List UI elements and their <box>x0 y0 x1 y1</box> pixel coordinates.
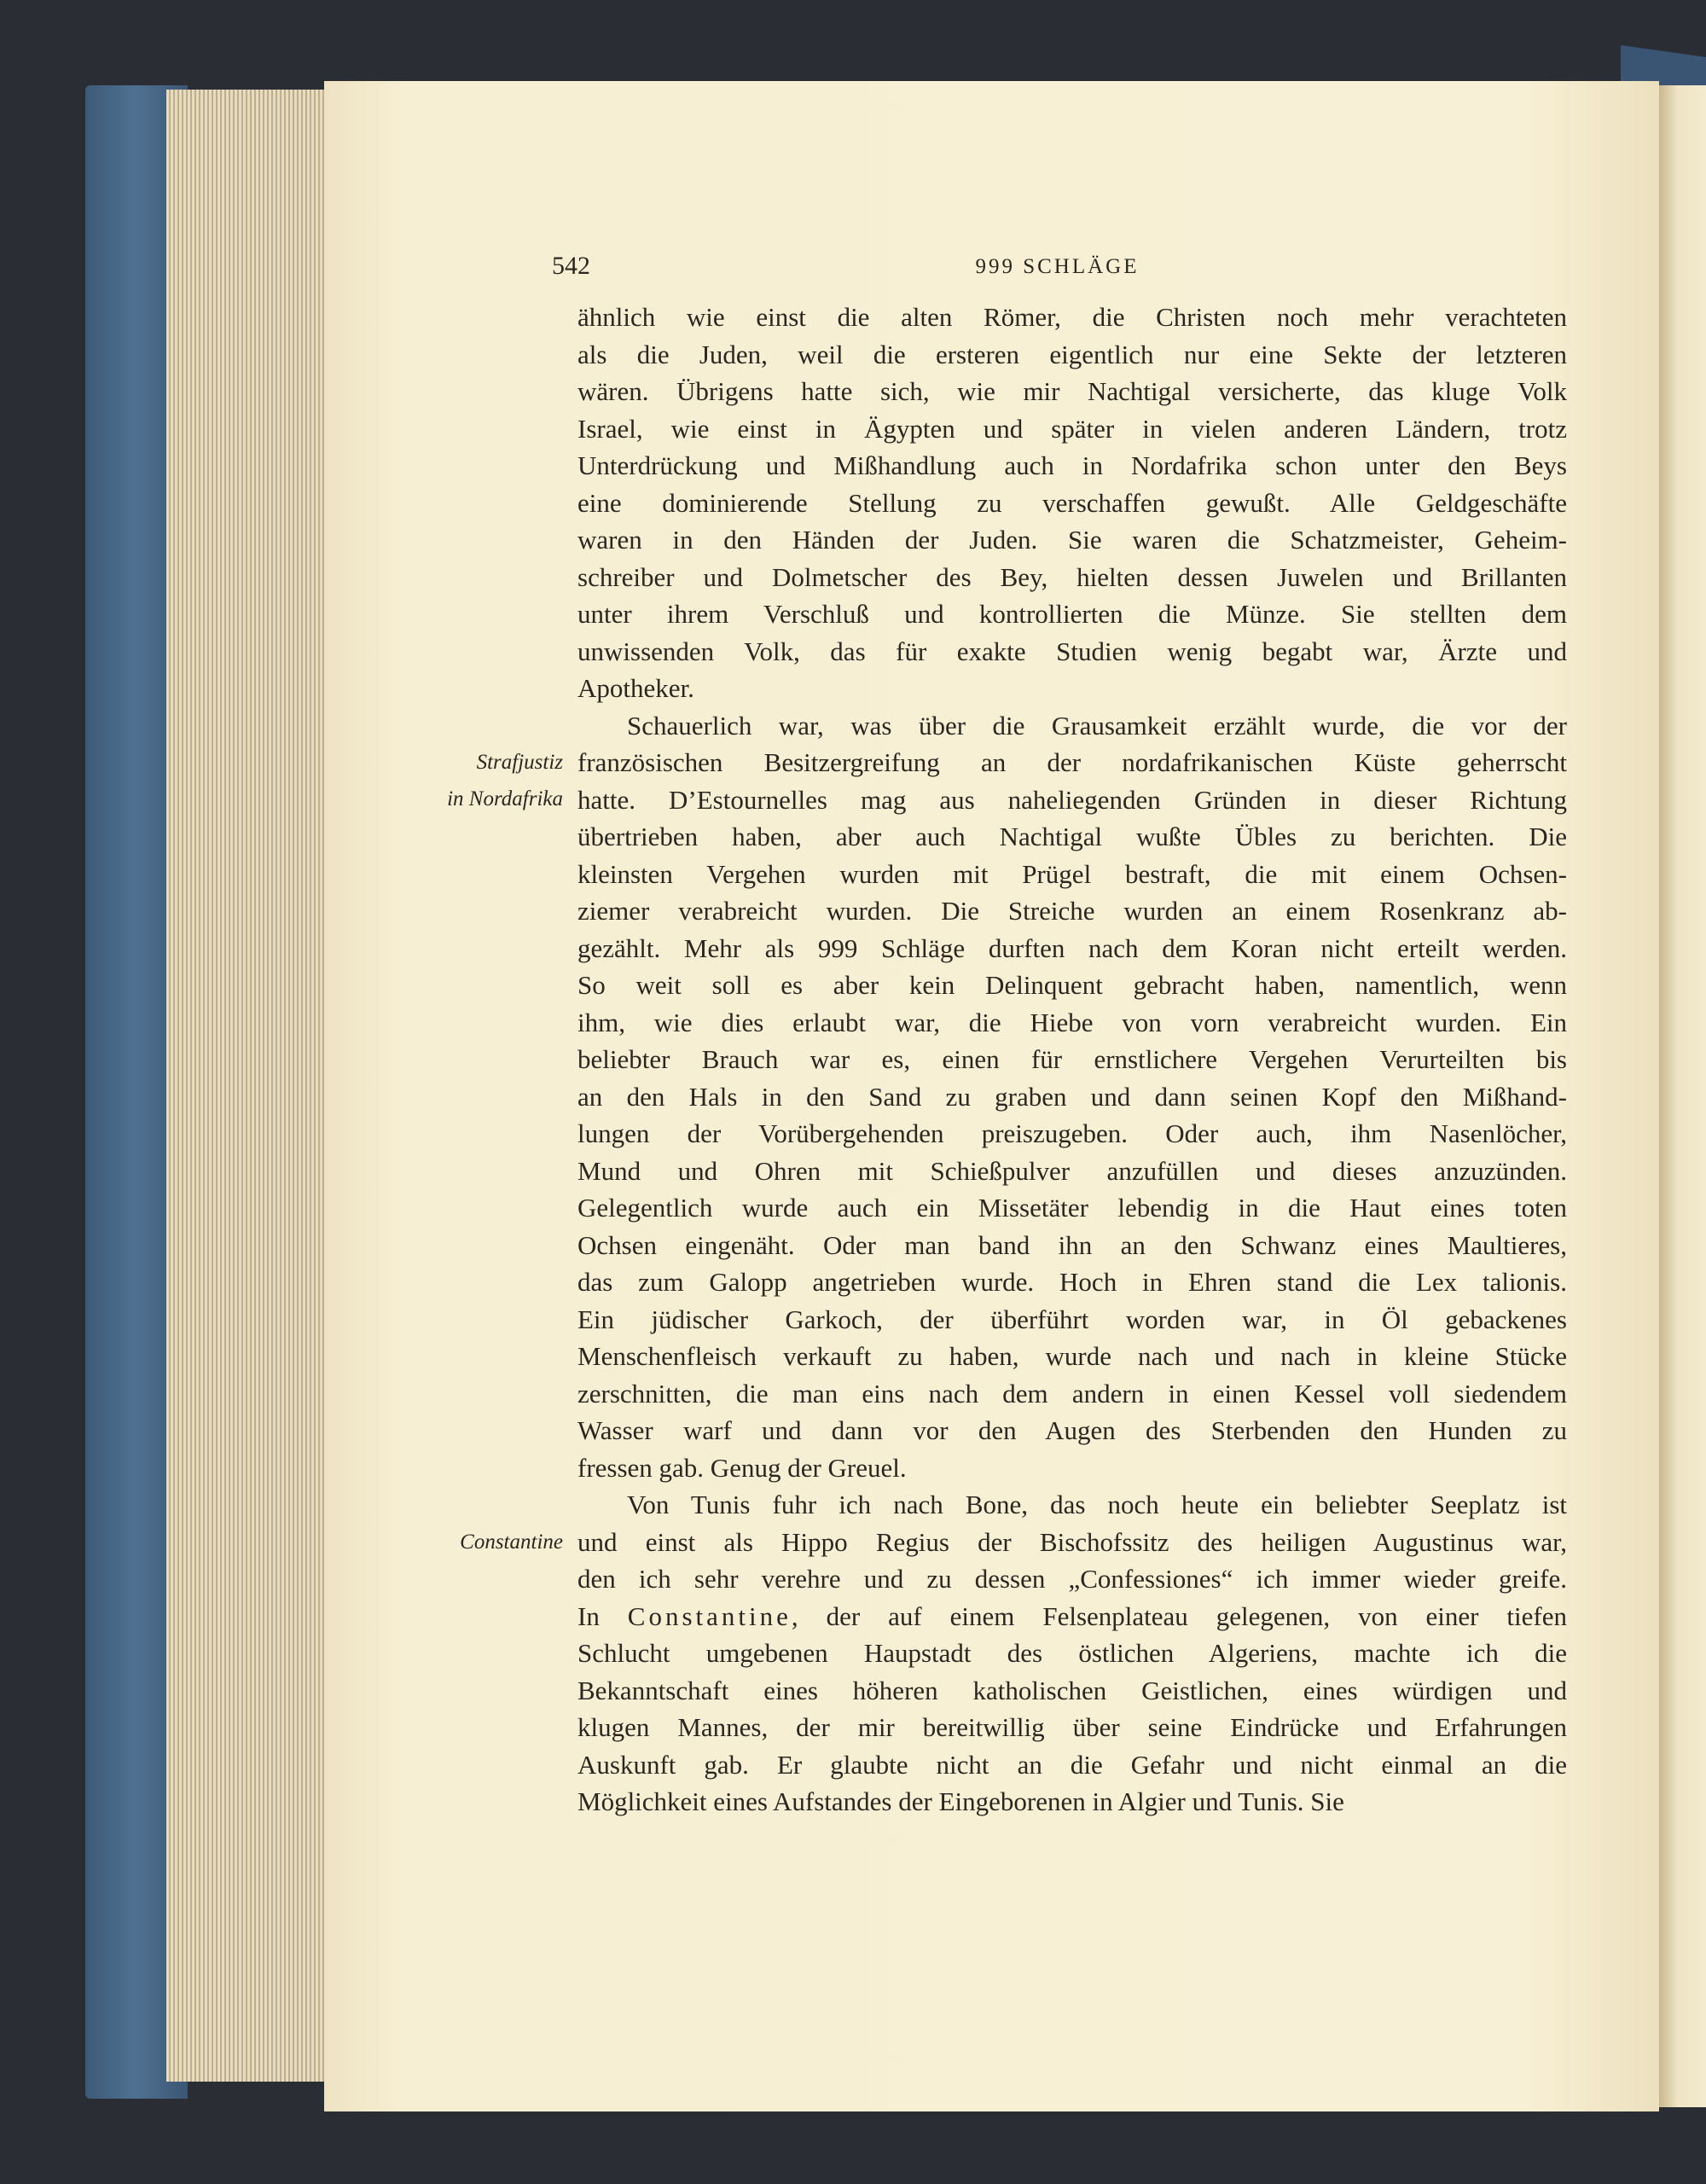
text-line-content: Mund und Ohren mit Schießpulver anzufüllen und dieses anzuzünden. <box>577 1155 1567 1186</box>
margin-note: Constantine <box>460 1531 563 1554</box>
text-line <box>577 1153 1567 1190</box>
text-line-content: französischen Besitzergreifung an der nordafrikanischen Küste geherrscht <box>577 747 1567 777</box>
text-line-content: ihm, wie dies erlaubt war, die Hiebe von vorn verabreicht wurden. Ein <box>577 1007 1567 1037</box>
text-line <box>577 336 1567 374</box>
text-line <box>577 967 1567 1004</box>
text-line <box>577 521 1567 559</box>
facing-page-edge <box>1659 85 1706 2107</box>
text-line <box>577 1746 1567 1784</box>
text-line-content: Gelegentlich wurde auch ein Missetäter lebendig in die Haut eines toten <box>577 1193 1567 1223</box>
text-line-content: unwissenden Volk, das für exakte Studien wenig begabt war, Ärzte und <box>577 636 1567 666</box>
text-line-content: schreiber und Dolmetscher des Bey, hielten dessen Juwelen und Brillanten <box>577 561 1567 592</box>
text-line-content: an den Hals in den Sand zu graben und dann seinen Kopf den Mißhand- <box>577 1081 1567 1112</box>
text-line-content: zerschnitten, die man eins nach dem andern in einen Kessel voll siedendem <box>577 1378 1567 1409</box>
text-line <box>577 744 1567 781</box>
text-line-content: fressen gab. Genug der Greuel. <box>577 1452 907 1483</box>
text-line <box>577 1524 1567 1561</box>
text-line <box>577 670 1567 707</box>
text-line <box>577 447 1567 485</box>
text-line <box>577 818 1567 856</box>
text-line <box>577 1635 1567 1672</box>
text-line <box>577 1078 1567 1116</box>
text-line-content: ziemer verabreicht wurden. Die Streiche wurden an einem Rosenkranz ab- <box>577 896 1567 926</box>
text-line <box>577 1375 1567 1413</box>
text-line-content: eine dominierende Stellung zu verschaffen gewußt. Alle Geldgeschäfte <box>577 487 1567 518</box>
margin-note: in Nordafrika <box>447 787 563 810</box>
page-number: 542 <box>552 252 590 280</box>
text-line-content: das zum Galopp angetrieben wurde. Hoch in Ehren stand die Lex talionis. <box>577 1267 1567 1297</box>
body-text <box>577 299 1567 1821</box>
text-line-content: Ochsen eingenäht. Oder man band ihn an den Schwanz eines Maultieres, <box>577 1229 1567 1260</box>
text-line-content: Von Tunis fuhr ich nach Bone, das noch heute ein beliebter Seeplatz ist <box>627 1490 1567 1519</box>
text-line-content: Schauerlich war, was über die Grausamkeit erzählt wurde, die vor der <box>627 710 1567 741</box>
text-line-content: Israel, wie einst in Ägypten und später in vielen anderen Ländern, trotz <box>577 413 1567 444</box>
text-line <box>577 1004 1567 1042</box>
text-line <box>577 1486 1567 1524</box>
text-line <box>577 930 1567 967</box>
text-line-content <box>577 1601 1567 1631</box>
text-line-content: hatte. D’Estournelles mag aus naheliegenden Gründen in dieser Richtung <box>577 784 1567 815</box>
text-line-content: Schlucht umgebenen Haupstadt des östlichen Algeriens, machte ich die <box>577 1638 1567 1668</box>
text-line-content: So weit soll es aber kein Delinquent gebracht haben, namentlich, wenn <box>577 970 1567 1000</box>
letterspaced-name: Constantine <box>627 1600 792 1631</box>
text-line <box>577 1338 1567 1375</box>
text-line-content: den ich sehr verehre und zu dessen „Confessiones“ ich immer wieder greife. <box>577 1564 1567 1594</box>
text-line <box>577 1412 1567 1449</box>
text-line-content: klugen Mannes, der mir bereitwillig über seine Eindrücke und Erfahrungen <box>577 1712 1567 1742</box>
text-line <box>577 1041 1567 1078</box>
text-line-content: Ein jüdischer Garkoch, der überführt worden war, in Öl gebackenes <box>577 1304 1567 1334</box>
text-line-content: und einst als Hippo Regius der Bischofssitz des heiligen Augustinus war, <box>577 1526 1567 1557</box>
text-line <box>577 781 1567 819</box>
text-line <box>577 1672 1567 1710</box>
text-line-content: wären. Übrigens hatte sich, wie mir Nachtigal versicherte, das kluge Volk <box>577 376 1567 406</box>
text-line <box>577 559 1567 596</box>
text-line-content: lungen der Vorübergehenden preiszugeben. Oder auch, ihm Nasenlöcher, <box>577 1118 1567 1148</box>
text-line-content: Möglichkeit eines Aufstandes der Eingeborenen in Algier und Tunis. Sie <box>577 1786 1344 1816</box>
text-line-content: waren in den Händen der Juden. Sie waren die Schatzmeister, Geheim- <box>577 525 1567 555</box>
text-line <box>577 485 1567 522</box>
text-line-content: Apotheker. <box>577 673 694 703</box>
text-fragment: , der auf einem Felsenplateau gelegenen, von einer tiefen <box>791 1600 1567 1631</box>
running-title: 999 SCHLÄGE <box>975 255 1140 278</box>
text-line <box>577 595 1567 633</box>
text-line-content: Bekanntschaft eines höheren katholischen Geistlichen, eines würdigen und <box>577 1675 1567 1705</box>
text-line-content: gezählt. Mehr als 999 Schläge durften nach dem Koran nicht erteilt werden. <box>577 932 1567 963</box>
text-line <box>577 1560 1567 1598</box>
text-line <box>577 299 1567 336</box>
text-line <box>577 373 1567 410</box>
text-line-content: übertrieben haben, aber auch Nachtigal wußte Übles zu berichten. Die <box>577 822 1567 851</box>
text-line <box>577 1709 1567 1746</box>
text-line <box>577 410 1567 448</box>
text-line-content: als die Juden, weil die ersteren eigentlich nur eine Sekte der letzteren <box>577 339 1567 369</box>
page-edges <box>166 90 337 2082</box>
text-line <box>577 1115 1567 1153</box>
text-line <box>577 1783 1567 1821</box>
text-line <box>577 1449 1567 1487</box>
text-line <box>577 892 1567 930</box>
text-line <box>577 856 1567 893</box>
text-line <box>577 707 1567 745</box>
text-line-content: kleinsten Vergehen wurden mit Prügel bestraft, die mit einem Ochsen- <box>577 858 1567 889</box>
text-line-content: beliebter Brauch war es, einen für ernstlichere Vergehen Verurteilten bis <box>577 1044 1567 1074</box>
text-line-content: ähnlich wie einst die alten Römer, die Christen noch mehr verachteten <box>577 302 1567 332</box>
text-line-content: Menschenfleisch verkauft zu haben, wurde nach und nach in kleine Stücke <box>577 1341 1567 1371</box>
page-header <box>552 252 1563 286</box>
text-line-content: Wasser warf und dann vor den Augen des Sterbenden den Hunden zu <box>577 1415 1567 1445</box>
text-line <box>577 633 1567 671</box>
text-line-content: Unterdrückung und Mißhandlung auch in Nordafrika schon unter den Beys <box>577 450 1567 480</box>
text-line <box>577 1189 1567 1227</box>
margin-note: Strafjustiz <box>476 751 563 774</box>
text-line <box>577 1263 1567 1301</box>
text-line-content: Auskunft gab. Er glaubte nicht an die Gefahr und nicht einmal an die <box>577 1749 1567 1780</box>
text-line <box>577 1227 1567 1264</box>
text-line <box>577 1301 1567 1339</box>
text-fragment: In <box>577 1600 628 1631</box>
text-line <box>577 1598 1567 1635</box>
text-line-content: unter ihrem Verschluß und kontrollierten die Münze. Sie stellten dem <box>577 599 1567 629</box>
